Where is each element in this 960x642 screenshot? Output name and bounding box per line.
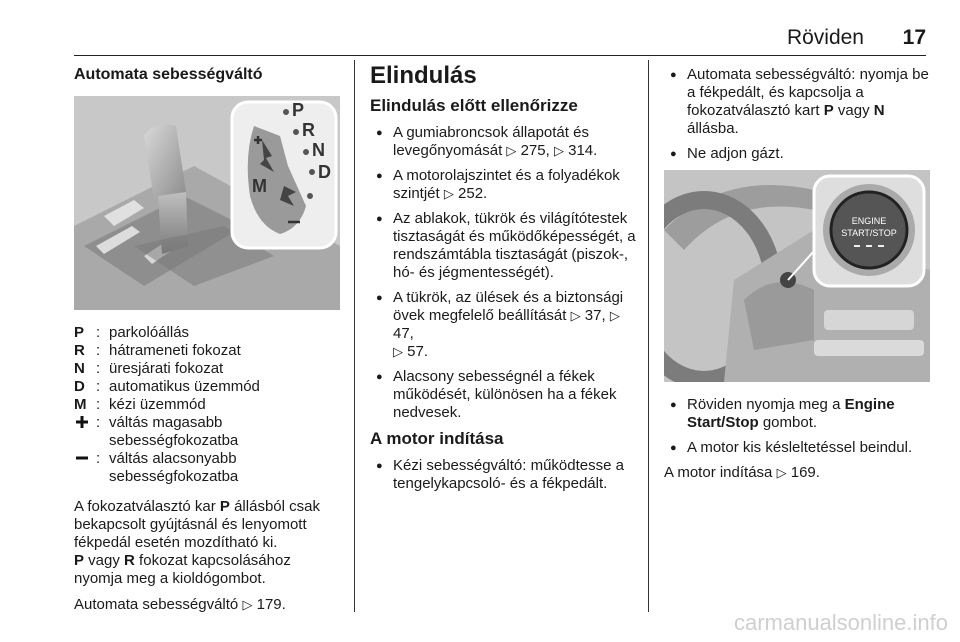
- legend-row: [74, 324, 340, 342]
- legend-text: automatikus üzemmód: [109, 378, 260, 395]
- legend-separator: :: [96, 396, 101, 413]
- gear-letter: M: [252, 176, 267, 196]
- legend-key: P: [74, 324, 85, 341]
- start-stop-button-figure: [664, 170, 930, 382]
- legend-row: [74, 360, 340, 378]
- page-ref-arrow-icon: ▷: [506, 143, 517, 158]
- list-item: ● A motor kis késleltetéssel beindul.: [664, 439, 930, 457]
- legend-separator: :: [96, 324, 101, 341]
- page-ref-link[interactable]: 57.: [407, 343, 429, 360]
- page-ref-link[interactable]: 252.: [458, 185, 488, 202]
- page-ref-arrow-icon: ▷: [609, 308, 620, 323]
- release-paragraph: A fokozatválasztó kar P állásból csak bekapcsolt gyújtásnál és lenyomott fékpedál esetén mozdítható ki. P vagy R fokozat kapcsolásához nyomja meg a kioldógombot.: [74, 498, 320, 587]
- subheading: Elindulás előtt ellenőrizze: [370, 96, 578, 115]
- gear-key: P: [219, 498, 230, 515]
- legend-text: hátrameneti fokozat: [109, 342, 241, 359]
- dashboard-illustration: [664, 170, 930, 382]
- minus-icon: [74, 450, 90, 466]
- cross-reference: Automata sebességváltó ▷ 179.: [74, 596, 286, 613]
- section-title: Elindulás: [370, 62, 477, 89]
- list-item: ● A motorolajszintet és a folyadékok szintjét ▷ 252.: [370, 167, 636, 203]
- page-ref-arrow-icon: ▷: [776, 465, 787, 480]
- page-ref-arrow-icon: ▷: [553, 143, 564, 158]
- page-ref-arrow-icon: ▷: [570, 308, 581, 323]
- checklist: [370, 124, 636, 422]
- legend-separator: :: [96, 414, 101, 431]
- gear-letter: R: [302, 120, 315, 140]
- gear-selector-figure: [74, 96, 340, 310]
- page-ref-link[interactable]: 314.: [568, 142, 598, 159]
- gear-letter: P: [292, 100, 305, 120]
- legend-row: [74, 450, 340, 486]
- list-item: ● A tükrök, az ülések és a biztonsági övek megfelelő beállítását ▷ 37, ▷ 47, ▷ 57.: [370, 289, 636, 361]
- list-item: ● Automata sebességváltó: nyomja be a fékpedált, és kapcsolja a fokozatválasztó kart P vagy N állásba.: [664, 66, 930, 138]
- cross-reference: A motor indítása ▷ 169.: [664, 464, 820, 481]
- legend-row: [74, 414, 340, 450]
- list-item: ● A gumiabroncsok állapotát és levegőnyomását ▷ 275, ▷ 314.: [370, 124, 636, 160]
- legend-text: kézi üzemmód: [109, 396, 206, 413]
- legend-key: D: [74, 378, 85, 395]
- page-ref-arrow-icon: ▷: [242, 597, 253, 612]
- start-steps: [370, 457, 636, 493]
- legend-key: M: [74, 396, 87, 413]
- list-item: ● Az ablakok, tükrök és világítótestek tisztaságát és működőképességét, a rendszámtábla tisztaságát (piszok-, hó- és jégmentességét).: [370, 210, 636, 282]
- legend-row: [74, 378, 340, 396]
- list-item: ● Kézi sebességváltó: működtesse a tengelykapcsoló- és a fékpedált.: [370, 457, 636, 493]
- subheading: A motor indítása: [370, 429, 504, 448]
- column-divider: [354, 60, 355, 612]
- column-middle: [370, 56, 636, 500]
- plus-icon: [74, 414, 90, 430]
- page-header: [74, 22, 926, 56]
- legend-text: üresjárati fokozat: [109, 360, 224, 377]
- page-ref-link[interactable]: 179.: [256, 596, 286, 613]
- list-item: ● Röviden nyomja meg a Engine Start/Stop gombot.: [664, 396, 930, 432]
- legend-text: parkolóállás: [109, 324, 190, 341]
- gear-letter: D: [318, 162, 331, 182]
- button-name: Engine Start/Stop: [687, 396, 895, 431]
- legend-separator: :: [96, 342, 101, 359]
- column-divider: [648, 60, 649, 612]
- legend-row: [74, 342, 340, 360]
- legend-separator: :: [96, 378, 101, 395]
- gear-key: R: [124, 552, 135, 569]
- gear-key: N: [873, 102, 885, 119]
- start-steps-final: [664, 396, 930, 457]
- button-label: START/STOP: [841, 228, 897, 238]
- list-item: ● Ne adjon gázt.: [664, 145, 930, 163]
- page-ref-arrow-icon: ▷: [393, 344, 403, 359]
- gear-key: P: [74, 552, 85, 569]
- watermark: carmanualsonline.info: [733, 610, 948, 635]
- gear-key: P: [823, 102, 834, 119]
- column-left: [74, 56, 340, 622]
- button-label: ENGINE: [851, 216, 887, 226]
- legend-key: R: [74, 342, 85, 359]
- section-heading: Automata sebességváltó: [74, 66, 263, 83]
- legend-separator: :: [96, 360, 101, 377]
- legend-row: [74, 396, 340, 414]
- legend-text: váltás magasabb sebességfokozatba: [109, 414, 239, 449]
- page-ref-link[interactable]: 275,: [520, 142, 554, 159]
- gear-selector-illustration: [74, 96, 340, 310]
- legend-text: váltás alacsonyabb sebességfokozatba: [109, 450, 239, 485]
- page-title: Röviden: [786, 26, 864, 49]
- gear-legend: [74, 324, 340, 486]
- page-ref-link[interactable]: 47,: [393, 325, 414, 342]
- gear-letter: N: [312, 140, 325, 160]
- page-ref-arrow-icon: ▷: [443, 186, 454, 201]
- legend-key: N: [74, 360, 85, 377]
- start-steps-continued: [664, 66, 930, 163]
- page-number: 17: [902, 26, 926, 49]
- page-ref-link[interactable]: 37,: [584, 307, 610, 324]
- page-ref-link[interactable]: 169.: [790, 464, 820, 481]
- column-right: [664, 56, 930, 490]
- list-item: ● Alacsony sebességnél a fékek működését, különösen ha a fékek nedvesek.: [370, 368, 636, 422]
- legend-separator: :: [96, 450, 101, 467]
